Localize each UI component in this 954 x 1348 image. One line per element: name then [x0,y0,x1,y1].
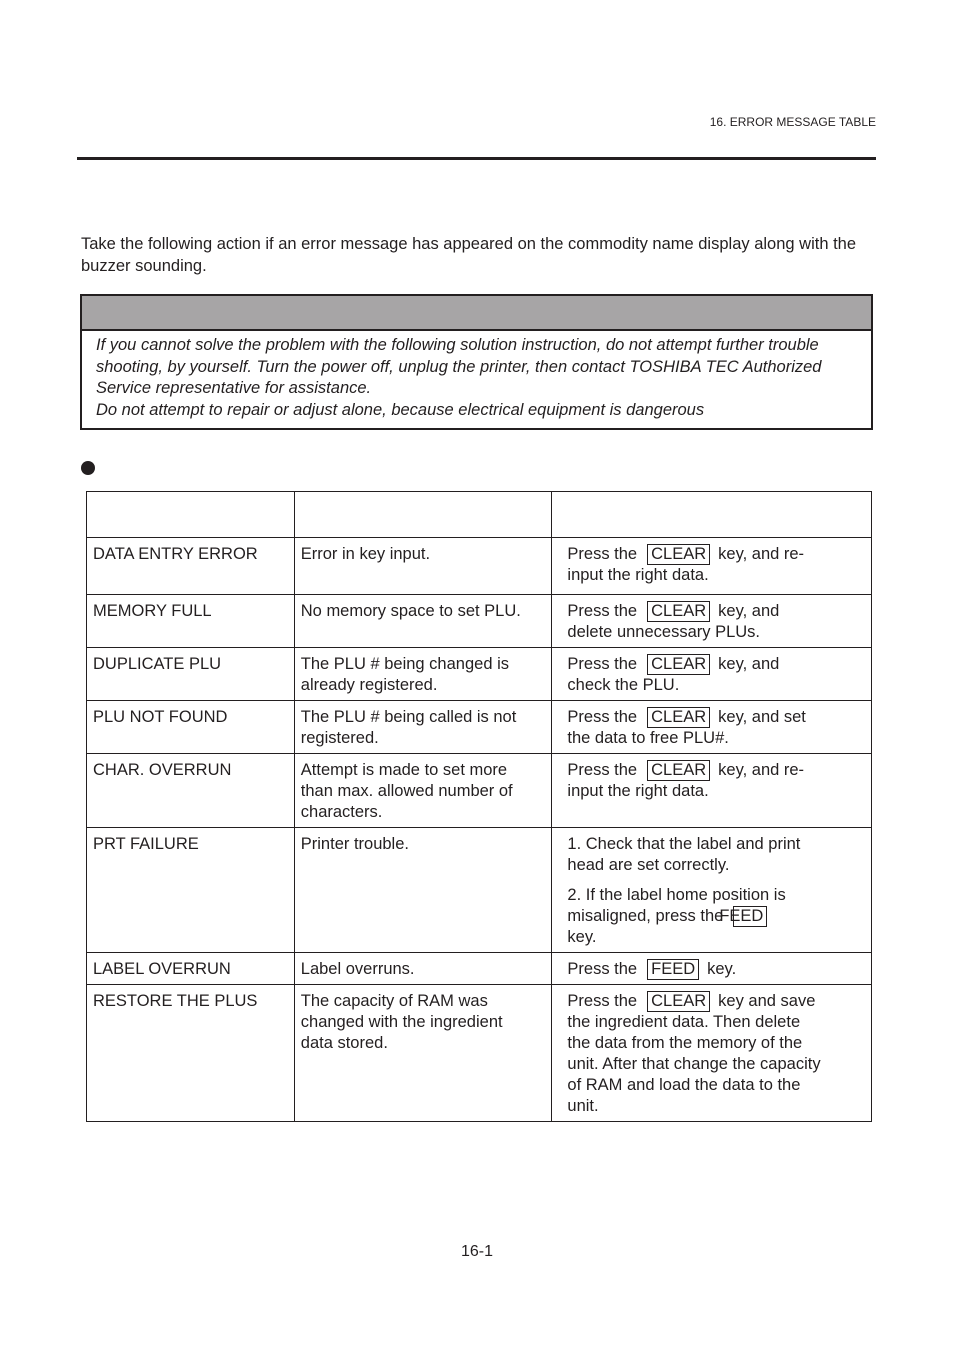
header-cell [552,492,872,538]
key-label: FEED [647,959,699,980]
action-text: Press the [567,545,638,563]
action-line [567,1012,865,1033]
cause-line: Printer trouble. [300,835,409,853]
action-line [567,885,865,906]
action-line [567,760,865,781]
table-row [87,648,872,701]
action-text: of RAM and load the data to the [567,1076,801,1094]
caution-box [80,294,873,430]
table-row [87,953,872,985]
cause-line: Label overruns. [300,960,415,978]
cause-cell [294,985,552,1122]
cause-line: data stored. [300,1034,388,1052]
action-text: delete unnecessary PLUs. [567,623,761,641]
key-label: CLEAR [647,707,710,728]
table-row [87,595,872,648]
action-step [567,991,865,1117]
running-head: 16. ERROR MESSAGE TABLE [709,115,876,129]
action-text: Press the [567,655,638,673]
key-label: CLEAR [647,544,710,565]
cause-cell [294,648,552,701]
action-text: Press the [567,708,638,726]
error-message-cell: DATA ENTRY ERROR [87,538,295,595]
action-cell [552,701,872,754]
action-cell [552,648,872,701]
action-cell [552,754,872,828]
bullet-icon [81,461,95,475]
action-text: the ingredient data. Then delete [567,1013,801,1031]
cause-line: No memory space to set PLU. [300,602,521,620]
action-line [567,544,865,565]
action-step [567,601,865,643]
action-line [567,728,865,749]
action-line [567,622,865,643]
table-row [87,985,872,1122]
action-text: key, and [718,655,780,673]
action-text: 1. Check that the label and print [567,835,801,853]
cause-line: The capacity of RAM was [300,992,488,1010]
key-label: FEED [733,906,767,927]
action-text: key, and re- [718,545,805,563]
action-text: input the right data. [567,566,709,584]
page-number: 16-1 [460,1243,494,1260]
action-line [567,781,865,802]
table-row [87,701,872,754]
action-text: misaligned, press the [567,907,724,925]
error-message-cell: RESTORE THE PLUS [87,985,295,1122]
action-step [567,959,865,980]
cause-cell [294,595,552,648]
table-row [87,538,872,595]
error-message-cell: MEMORY FULL [87,595,295,648]
error-message-cell: PRT FAILURE [87,828,295,953]
cause-cell [294,538,552,595]
action-cell [552,595,872,648]
error-message-table [86,491,872,1122]
action-line [567,1075,865,1096]
key-label: CLEAR [647,601,710,622]
caution-line: Do not attempt to repair or adjust alone, because electrical equipment is dangerous [96,400,705,419]
action-cell [552,953,872,985]
action-line [567,565,865,586]
action-text: Press the [567,761,638,779]
action-step [567,544,865,586]
action-text: key and save [718,992,816,1010]
caution-line: Service representative for assistance. [96,379,372,397]
cause-cell [294,754,552,828]
action-text: unit. After that change the capacity [567,1055,821,1073]
action-line [567,959,865,980]
action-text: key, and set [718,708,806,726]
action-cell [552,985,872,1122]
header-cell [87,492,295,538]
header-cell [294,492,552,538]
action-text: Press the [567,960,638,978]
caution-text [82,331,871,421]
action-line [567,855,865,876]
action-text: the data to free PLU#. [567,729,729,747]
caution-line: shooting, by yourself. Turn the power off, unplug the printer, then contact TOSHIBA TEC Authorized [96,357,822,376]
key-label: CLEAR [647,760,710,781]
action-step [567,707,865,749]
action-text: input the right data. [567,782,709,800]
cause-cell [294,701,552,754]
action-text: the data from the memory of the [567,1034,803,1052]
caution-line: If you cannot solve the problem with the following solution instruction, do not attempt further trouble [96,336,819,354]
action-line [567,1096,865,1117]
action-text: key, and re- [718,761,805,779]
cause-line: Attempt is made to set more [300,761,508,779]
action-line [567,906,865,927]
cause-line: characters. [300,803,383,821]
action-cell [552,828,872,953]
caution-header-bar [82,296,871,331]
action-line [567,927,865,948]
action-text: key, and [718,602,780,620]
action-text: Press the [567,602,638,620]
cause-line: than max. allowed number of [300,782,513,800]
action-text: unit. [567,1097,599,1115]
action-step [567,760,865,802]
action-line [567,707,865,728]
error-message-cell: DUPLICATE PLU [87,648,295,701]
action-line [567,654,865,675]
cause-line: The PLU # being changed is [300,655,509,673]
action-text: key. [567,928,597,946]
action-text: check the PLU. [567,676,680,694]
action-line [567,601,865,622]
key-label: CLEAR [647,991,710,1012]
error-message-cell: CHAR. OVERRUN [87,754,295,828]
action-step [567,834,865,876]
table-row [87,828,872,953]
action-text: Press the [567,992,638,1010]
action-step [567,654,865,696]
cause-line: The PLU # being called is not [300,708,517,726]
action-line [567,991,865,1012]
action-line [567,1033,865,1054]
table-row [87,754,872,828]
table-header-row [87,492,872,538]
cause-line: changed with the ingredient [300,1013,503,1031]
action-step [567,885,865,948]
intro-paragraph: Take the following action if an error message has appeared on the commodity name display along with the buzzer sounding. [81,235,857,275]
cause-line: already registered. [300,676,438,694]
action-line [567,1054,865,1075]
action-text: 2. If the label home position is [567,886,786,904]
cause-line: registered. [300,729,379,747]
action-line [567,675,865,696]
key-label: CLEAR [647,654,710,675]
cause-cell [294,953,552,985]
action-text: head are set correctly. [567,856,730,874]
cause-cell [294,828,552,953]
error-message-cell: PLU NOT FOUND [87,701,295,754]
error-message-cell: LABEL OVERRUN [87,953,295,985]
cause-line: Error in key input. [300,545,431,563]
action-text: key. [707,960,737,978]
header-rule [77,157,876,160]
action-cell [552,538,872,595]
action-line [567,834,865,855]
